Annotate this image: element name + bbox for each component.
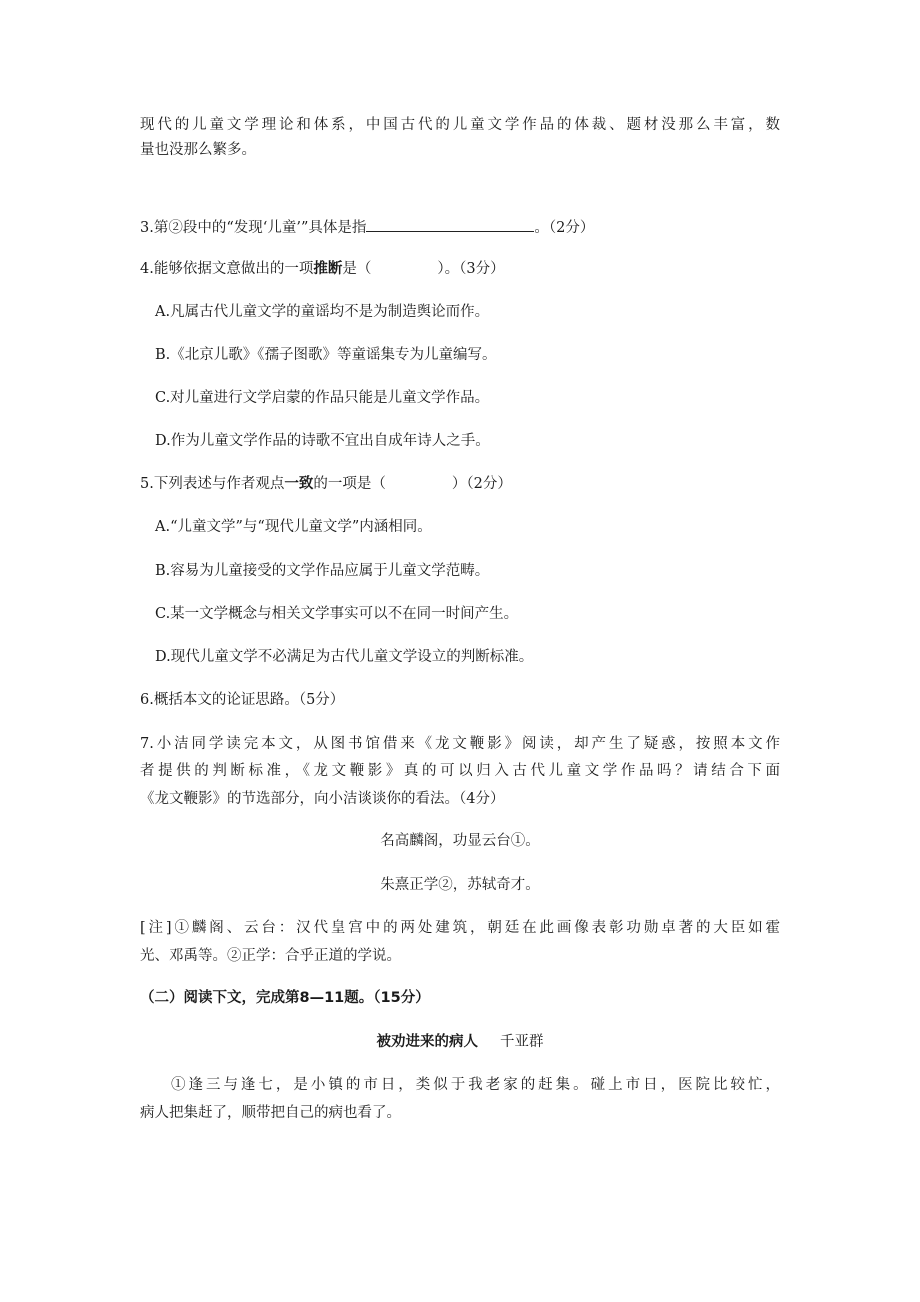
option-5a: A.“儿童文学”与“现代儿童文学”内涵相同。: [155, 519, 432, 535]
question-7-line-3: 《龙文鞭影》的节选部分，向小洁谈谈你的看法。（4分）: [140, 791, 505, 807]
intro-line-2: 量也没那么繁多。: [140, 142, 256, 158]
question-3: [140, 216, 594, 238]
question-5-emphasis: 一致: [284, 476, 314, 492]
paragraph-1-line-2: 病人把集赶了，顺带把自己的病也看了。: [140, 1105, 401, 1121]
answer-blank[interactable]: [366, 216, 534, 232]
question-4: [140, 259, 505, 279]
question-5: [140, 474, 512, 494]
option-4a: A.凡属古代儿童文学的童谣均不是为制造舆论而作。: [155, 304, 490, 320]
article-author: 千亚群: [500, 1034, 544, 1050]
article-title-line: [140, 1032, 780, 1052]
paragraph-1-text: ①逢三与逢七，是小镇的市日，类似于我老家的赶集。碰上市日，医院比较忙，: [168, 1077, 780, 1093]
question-3-text: 3.第②段中的“发现‘儿童’”具体是指: [140, 220, 367, 236]
question-4-paren-open: 是（: [342, 261, 372, 277]
paragraph-1-line-1: [140, 1075, 780, 1095]
poem-line-1: 名高麟阁，功显云台①。: [380, 833, 540, 849]
poem-line-2: 朱熹正学②，苏轼奇才。: [380, 877, 540, 893]
question-3-score: 。（2分）: [534, 220, 595, 236]
option-4b: B.《北京儿歌》《孺子图歌》等童谣集专为儿童编写。: [155, 347, 497, 363]
option-4d: D.作为儿童文学作品的诗歌不宜出自成年诗人之手。: [155, 433, 490, 449]
question-4-score: ）。（3分）: [437, 261, 505, 277]
note-line-1: [注]①麟阁、云台：汉代皇宫中的两处建筑，朝廷在此画像表彰功勋卓著的大臣如霍: [140, 920, 780, 936]
question-6: 6.概括本文的论证思路。（5分）: [140, 692, 345, 708]
option-5b: B.容易为儿童接受的文学作品应属于儿童文学范畴。: [155, 563, 490, 579]
question-4-text: 4.能够依据文意做出的一项: [140, 261, 314, 277]
intro-line-1: 现代的儿童文学理论和体系，中国古代的儿童文学作品的体裁、题材没那么丰富，数: [140, 117, 780, 133]
question-5-paren-open: 的一项是（: [313, 476, 386, 492]
option-5d: D.现代儿童文学不必满足为古代儿童文学设立的判断标准。: [155, 649, 534, 665]
question-5-score: ）（2分）: [451, 476, 512, 492]
article-title: 被劝进来的病人: [376, 1034, 478, 1050]
question-4-emphasis: 推断: [313, 261, 343, 277]
option-5c: C.某一文学概念与相关文学事实可以不在同一时间产生。: [155, 606, 519, 622]
note-line-2: 光、邓禹等。②正学：合乎正道的学说。: [140, 948, 401, 964]
option-4c: C.对儿童进行文学启蒙的作品只能是儿童文学作品。: [155, 390, 490, 406]
section-heading: （二）阅读下文，完成第8—11题。（15分）: [140, 990, 430, 1006]
question-7-line-1: 7.小洁同学读完本文，从图书馆借来《龙文鞭影》阅读，却产生了疑惑，按照本文作: [140, 736, 780, 752]
question-7-line-2: 者提供的判断标准，《龙文鞭影》真的可以归入古代儿童文学作品吗？请结合下面: [140, 763, 780, 779]
question-5-text: 5.下列表述与作者观点: [140, 476, 285, 492]
